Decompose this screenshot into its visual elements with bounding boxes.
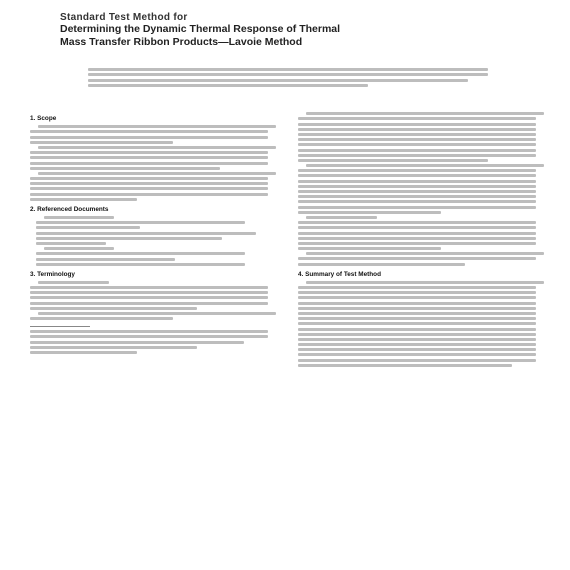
reference-list <box>36 216 268 266</box>
section-heading-scope: 1. Scope <box>30 115 57 122</box>
terminology-continued-1 <box>298 112 536 162</box>
standard-designation: Standard Test Method for <box>60 12 188 23</box>
section-heading-summary: 4. Summary of Test Method <box>298 270 381 278</box>
scope-paragraph-1 <box>30 125 268 144</box>
section-heading-referenced-documents: 2. Referenced Documents <box>30 205 109 213</box>
document-header <box>60 12 520 49</box>
document-title-line-2: Mass Transfer Ribbon Products—Lavoie Method <box>60 36 303 48</box>
standard-intro-note <box>88 66 488 89</box>
terminology-continued-3 <box>298 216 536 250</box>
terminology-continued-4 <box>298 252 536 265</box>
terminology-continued-2 <box>298 164 536 214</box>
document-title-line-1: Determining the Dynamic Thermal Response of Thermal <box>60 23 341 35</box>
summary-paragraph <box>298 281 536 367</box>
scope-paragraph-3 <box>30 172 268 201</box>
terminology-paragraph <box>30 281 268 320</box>
left-column <box>30 110 268 356</box>
right-column <box>298 110 536 369</box>
scope-paragraph-2 <box>30 146 268 170</box>
section-heading-terminology: 3. Terminology <box>30 270 75 278</box>
footnote-rule <box>30 326 90 327</box>
footnote <box>30 330 268 354</box>
